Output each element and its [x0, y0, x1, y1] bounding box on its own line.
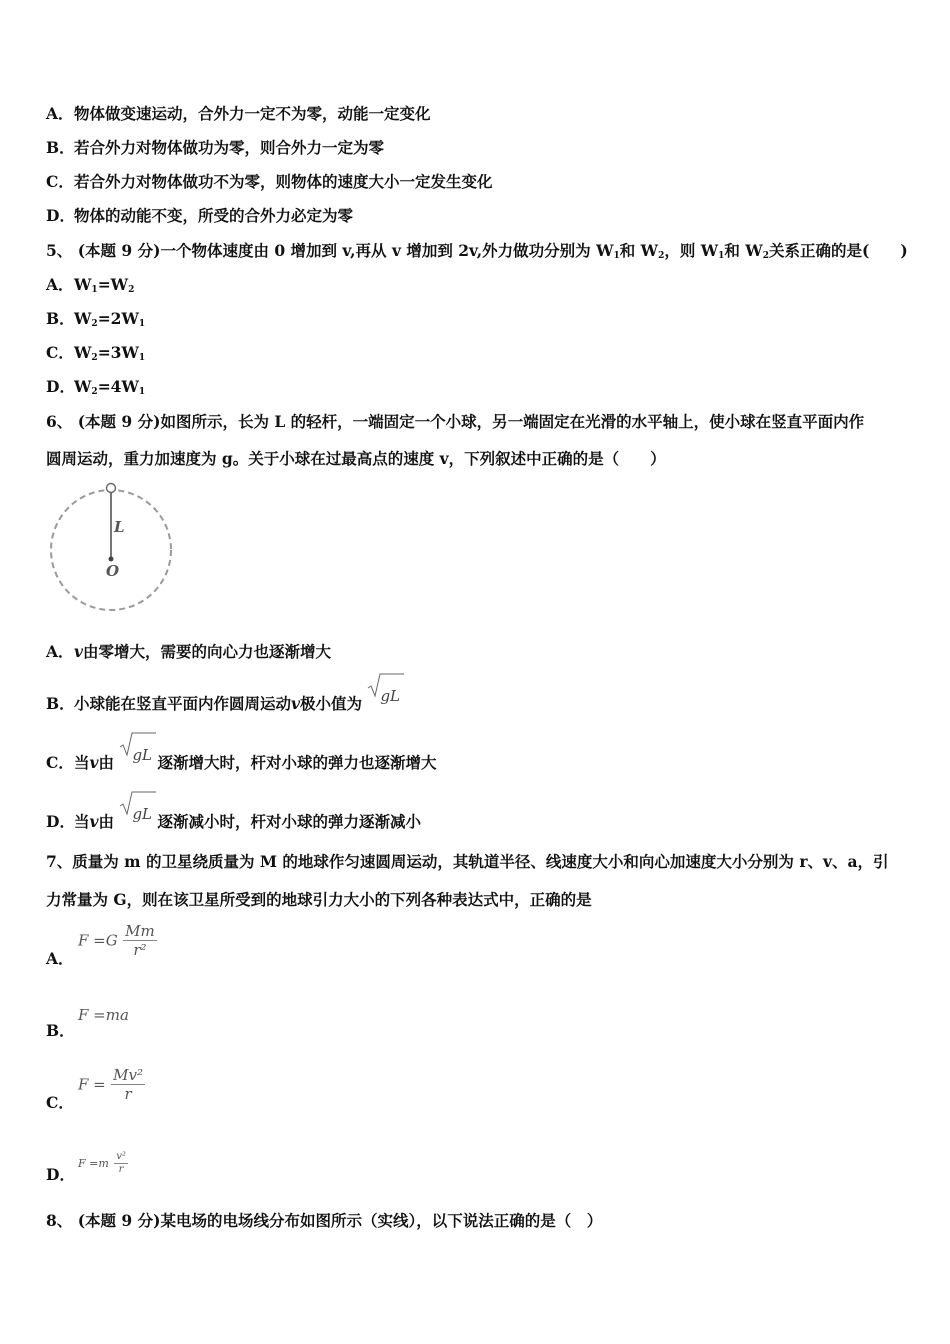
- option-text: 当: [74, 812, 90, 831]
- option-label: A．: [46, 642, 74, 661]
- option-text: 物体做变速运动，合外力一定不为零，动能一定变化: [74, 104, 431, 123]
- numerator: v²: [116, 1151, 126, 1162]
- option-text: W: [74, 377, 92, 396]
- rod-label: L: [114, 518, 125, 536]
- question-number: 8、: [46, 1211, 73, 1230]
- q7-option-d-formula: [78, 1151, 128, 1176]
- ball: [107, 484, 116, 493]
- stem-text: 关系正确的是( ): [768, 241, 908, 260]
- q7-option-b-label: [46, 1019, 75, 1041]
- q7-option-a-label: [46, 947, 74, 969]
- variable-v: v: [89, 812, 99, 831]
- stem-text: 和 W: [724, 241, 763, 260]
- formula-lhs: F =m: [78, 1157, 109, 1170]
- option-label: D．: [46, 812, 75, 831]
- subscript: 2: [91, 319, 98, 329]
- formula-lhs: F =G: [78, 931, 118, 950]
- variable-v: v: [74, 642, 84, 661]
- question-number: 5、: [46, 241, 73, 260]
- subscript: 2: [762, 251, 769, 261]
- denominator: r: [118, 1164, 124, 1175]
- radical-sign: [119, 790, 157, 816]
- option-text: 物体的动能不变，所受的合外力必定为零: [74, 206, 354, 225]
- stem-text: 7、质量为 m 的卫星绕质量为 M 的地球作匀速圆周运动，其轨道半径、线速度大小和向心加速度大小分别为 r、v、a，引: [46, 852, 889, 871]
- formula-lhs: F =: [78, 1075, 106, 1094]
- subscript: 2: [91, 387, 98, 397]
- option-text: 极小值为: [300, 694, 363, 713]
- subscript: 2: [658, 251, 665, 261]
- subscript: 1: [613, 251, 620, 261]
- option-label: B．: [46, 138, 75, 157]
- option-text: 小球能在竖直平面内作圆周运动: [74, 694, 292, 713]
- option-text: 逐渐减小时，杆对小球的弹力逐渐减小: [157, 812, 421, 831]
- q7-option-c-label: [46, 1091, 74, 1113]
- stem-text: (本题 9 分)某电场的电场线分布如图所示（实线），以下说法正确的是（ ）: [77, 1211, 603, 1230]
- option-label: B．: [46, 309, 75, 328]
- option-text: 若合外力对物体做功不为零，则物体的速度大小一定发生变化: [74, 172, 493, 191]
- stem-text: ，则 W: [664, 241, 719, 260]
- option-text: =W: [97, 275, 129, 294]
- subscript: 1: [718, 251, 725, 261]
- numerator: Mv²: [113, 1066, 144, 1084]
- stem-text: (本题 9 分)如图所示，长为 L 的轻杆，一端固定一个小球，另一端固定在光滑的水平轴上，使小球在竖直平面内作: [77, 412, 865, 431]
- q5-option-c: [46, 341, 145, 363]
- option-label: C．: [46, 172, 74, 191]
- option-label: C．: [46, 343, 74, 362]
- fraction: [111, 1066, 145, 1103]
- rod-circle-figure: [46, 480, 176, 618]
- subscript: 2: [128, 285, 135, 295]
- option-label: C．: [46, 753, 74, 772]
- option-text: W: [74, 309, 92, 328]
- option-text: =3W: [97, 343, 139, 362]
- axis-label: O: [106, 562, 120, 580]
- radical-sign: [119, 731, 157, 757]
- option-label: D．: [46, 1165, 75, 1184]
- variable-v: v: [291, 694, 301, 713]
- option-text: 当: [74, 753, 90, 772]
- q4-option-b: [46, 136, 384, 158]
- fraction: [123, 922, 157, 959]
- subscript: 1: [91, 285, 98, 295]
- q7-stem-line2: [46, 888, 592, 910]
- option-text: 由: [98, 753, 115, 772]
- sqrt-expression: [119, 794, 152, 834]
- q6-stem-line1: [46, 410, 864, 432]
- sqrt-expression: [367, 676, 400, 716]
- option-text: 若合外力对物体做功为零，则合外力一定为零: [74, 138, 385, 157]
- stem-text: (本题 9 分)一个物体速度由 0 增加到 v,再从 v 增加到 2v,外力做功分别为 W: [77, 241, 614, 260]
- denominator: r: [124, 1085, 132, 1103]
- question-number: 6、: [46, 412, 73, 431]
- subscript: 2: [91, 353, 98, 363]
- q4-option-a: [46, 102, 431, 124]
- radical-sign: [367, 672, 405, 698]
- q7-option-a-formula: [78, 922, 157, 959]
- stem-text: 圆周运动，重力加速度为 g。关于小球在过最高点的速度 v，下列叙述中正确的是（ ）: [46, 449, 666, 468]
- sqrt-expression: [119, 735, 152, 775]
- q6-option-d: [46, 794, 421, 842]
- q6-option-b: [46, 676, 400, 724]
- variable-v: v: [89, 753, 99, 772]
- option-text: 由零增大，需要的向心力也逐渐增大: [83, 642, 332, 661]
- q5-option-b: [46, 307, 145, 329]
- q6-option-a: [46, 640, 331, 662]
- formula-lhs: F =ma: [78, 1006, 129, 1024]
- option-text: W: [74, 275, 92, 294]
- option-text: W: [74, 343, 92, 362]
- option-text: =2W: [97, 309, 139, 328]
- q6-stem-line2: [46, 447, 666, 469]
- option-text: 逐渐增大时，杆对小球的弹力也逐渐增大: [157, 753, 437, 772]
- fraction: [114, 1151, 128, 1176]
- numerator: Mm: [125, 922, 155, 940]
- q7-stem-line1: [46, 850, 889, 872]
- subscript: 1: [138, 387, 146, 397]
- q7-option-c-formula: [78, 1066, 145, 1103]
- option-label: B．: [46, 694, 75, 713]
- option-label: A．: [46, 275, 74, 294]
- sqrt-radicand: gL: [132, 746, 153, 764]
- option-label: D．: [46, 206, 75, 225]
- option-text: =4W: [97, 377, 139, 396]
- q7-option-b-formula: [78, 1005, 129, 1024]
- sqrt-radicand: gL: [380, 687, 401, 705]
- option-label: A．: [46, 949, 74, 968]
- option-text: 由: [98, 812, 115, 831]
- option-label: A．: [46, 104, 74, 123]
- sqrt-radicand: gL: [132, 805, 153, 823]
- q5-option-d: [46, 375, 145, 397]
- q8-stem: [46, 1209, 602, 1231]
- subscript: 1: [138, 319, 146, 329]
- axis-point: [109, 557, 114, 562]
- q4-option-c: [46, 170, 493, 192]
- option-label: B．: [46, 1021, 75, 1040]
- q6-option-c: [46, 735, 436, 783]
- q4-option-d: [46, 204, 353, 226]
- stem-text: 力常量为 G，则在该卫星所受到的地球引力大小的下列各种表达式中，正确的是: [46, 890, 592, 909]
- q5-option-a: [46, 273, 134, 295]
- q7-option-d-label: [46, 1163, 75, 1185]
- stem-text: 和 W: [619, 241, 659, 260]
- option-label: D．: [46, 377, 75, 396]
- subscript: 1: [138, 353, 146, 363]
- q5-stem: [46, 239, 908, 261]
- option-label: C．: [46, 1093, 74, 1112]
- denominator: r²: [133, 941, 147, 959]
